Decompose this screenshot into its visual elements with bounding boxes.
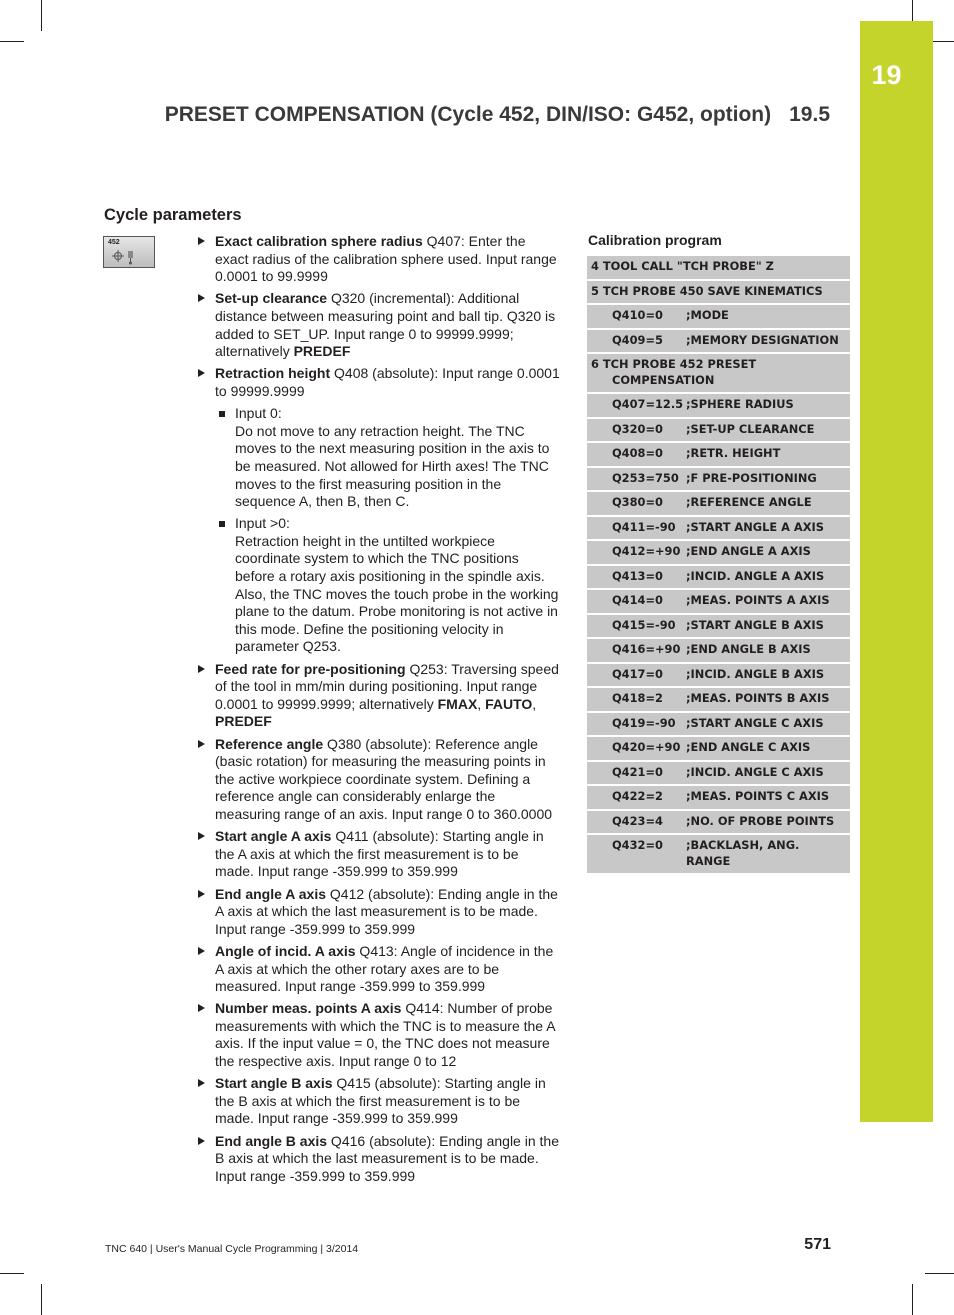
program-row: Q423=4 ;NO. OF PROBE POINTS	[587, 811, 850, 836]
param-keyword: PREDEF	[293, 343, 351, 360]
program-row: Q420=+90 ;END ANGLE C AXIS	[587, 737, 850, 762]
program-row: Q414=0 ;MEAS. POINTS A AXIS	[587, 590, 850, 615]
param-keyword: FMAX	[437, 695, 478, 712]
program-row: Q409=5 ;MEMORY DESIGNATION	[587, 330, 850, 355]
calibration-program-table	[587, 256, 850, 875]
crop-mark	[925, 1273, 954, 1274]
program-row: Q412=+90 ;END ANGLE A AXIS	[587, 541, 850, 566]
program-row: Q411=-90 ;START ANGLE A AXIS	[587, 517, 850, 542]
param-name: Start angle B axis	[215, 1075, 333, 1092]
program-row: Q253=750 ;F PRE-POSITIONING	[587, 468, 850, 493]
param-item	[193, 365, 561, 400]
param-subitem	[193, 405, 561, 511]
program-row: Q407=12.5 ;SPHERE RADIUS	[587, 394, 850, 419]
param-item	[193, 290, 561, 360]
param-name: End angle A axis	[215, 885, 326, 902]
crop-mark	[0, 41, 24, 42]
crop-mark	[933, 41, 954, 42]
probe-icon	[112, 249, 142, 265]
calibration-title: Calibration program	[588, 232, 722, 248]
param-name: Retraction height	[215, 365, 331, 382]
param-item	[193, 943, 561, 996]
param-item	[193, 233, 561, 286]
cycle-452-icon	[103, 236, 155, 268]
chapter-number: 19	[871, 60, 902, 90]
crop-mark	[41, 1284, 42, 1315]
param-text: Q413: Angle of incidence in the A axis at which the other rotary axes are to be measured. Input range -359.999 to 359.999	[215, 942, 554, 995]
param-item	[193, 828, 561, 881]
program-row: 6 TCH PROBE 452 PRESET COMPENSATION	[587, 354, 850, 394]
program-row: 4 TOOL CALL "TCH PROBE" Z	[587, 256, 850, 281]
parameter-list	[193, 233, 561, 1190]
param-text: Q320 (incremental): Additional distance between measuring point and ball tip. Q320 is added to SET_UP. Input range 0 to 99999.9999; alternatively	[215, 290, 556, 360]
param-item	[193, 886, 561, 939]
header-title: PRESET COMPENSATION (Cycle 452, DIN/ISO: G452, option)	[164, 103, 772, 126]
program-row: Q415=-90 ;START ANGLE B AXIS	[587, 615, 850, 640]
crop-mark	[912, 0, 913, 21]
program-row: Q422=2 ;MEAS. POINTS C AXIS	[587, 786, 850, 811]
param-text: Q412 (absolute): Ending angle in the A axis at which the last measurement is to be made. Input range -359.999 to 359.999	[215, 885, 558, 937]
param-text: Q416 (absolute): Ending angle in the B axis at which the last measurement is to be made. Input range -359.999 to 359.999	[215, 1132, 559, 1184]
header-section: 19.5	[789, 103, 830, 126]
param-name: Start angle A axis	[215, 828, 332, 845]
param-item	[193, 1075, 561, 1128]
param-text: Q414: Number of probe measurements with which the TNC is to measure the A axis. If the input value = 0, the TNC does not measure the respective axis. Input range 0 to 12	[215, 1000, 555, 1070]
param-item	[193, 1133, 561, 1186]
param-keyword: FAUTO	[485, 695, 533, 712]
crop-mark	[912, 1284, 913, 1315]
program-row: Q320=0 ;SET-UP CLEARANCE	[587, 419, 850, 444]
program-row: Q432=0 ;BACKLASH, ANG. RANGE	[587, 835, 850, 875]
subitem-text: Retraction height in the untilted workpiece coordinate system to which the TNC positions before a rotary axis positioning in the spindle axis. Also, the TNC moves the touch probe in the working plane to the datum. Probe monitoring is not active in this mode. Define the positioning velocity in parameter Q253.	[235, 532, 559, 655]
param-name: Number meas. points A axis	[215, 1000, 402, 1017]
param-text: Q407: Enter the exact radius of the calibration sphere used. Input range 0.0001 to 99.9999	[215, 233, 557, 285]
param-item	[193, 736, 561, 824]
program-row: Q408=0 ;RETR. HEIGHT	[587, 443, 850, 468]
program-row: Q421=0 ;INCID. ANGLE C AXIS	[587, 762, 850, 787]
program-row: Q380=0 ;REFERENCE ANGLE	[587, 492, 850, 517]
crop-mark	[0, 1273, 24, 1274]
subitem-heading: Input 0:	[235, 405, 282, 422]
param-name: Reference angle	[215, 735, 324, 752]
program-row: 5 TCH PROBE 450 SAVE KINEMATICS	[587, 281, 850, 306]
program-row: Q416=+90 ;END ANGLE B AXIS	[587, 639, 850, 664]
page-number: 571	[804, 1236, 831, 1253]
program-row: Q419=-90 ;START ANGLE C AXIS	[587, 713, 850, 738]
param-name: Angle of incid. A axis	[215, 942, 356, 959]
param-name: Feed rate for pre-positioning	[215, 660, 406, 677]
program-row: Q413=0 ;INCID. ANGLE A AXIS	[587, 566, 850, 591]
program-row: Q418=2 ;MEAS. POINTS B AXIS	[587, 688, 850, 713]
program-row: Q417=0 ;INCID. ANGLE B AXIS	[587, 664, 850, 689]
page-header	[100, 103, 830, 127]
chapter-tab	[860, 21, 933, 1122]
param-text: Q415 (absolute): Starting angle in the B axis at which the first measurement is to be made. Input range -359.999 to 359.999	[215, 1075, 546, 1127]
subitem-text: Do not move to any retraction height. The TNC moves to the next measuring position in the axis to be measured. Not allowed for Hirth axes! The TNC moves to the first measuring position in the sequence A, then B, then C.	[235, 422, 550, 510]
param-keyword: PREDEF	[215, 713, 272, 730]
section-title: Cycle parameters	[104, 206, 242, 224]
cycle-icon-label: 452	[108, 239, 120, 246]
param-text: Q408 (absolute): Input range 0.0001 to 99999.9999	[215, 365, 560, 399]
param-item	[193, 1000, 561, 1070]
param-subitem	[193, 515, 561, 656]
crop-mark	[41, 0, 42, 31]
footer-text: TNC 640 | User's Manual Cycle Programming | 3/2014	[105, 1243, 359, 1255]
subitem-heading: Input >0:	[235, 515, 290, 532]
param-name: Exact calibration sphere radius	[215, 233, 423, 249]
program-row: Q410=0 ;MODE	[587, 305, 850, 330]
param-item: Feed rate for pre-positioning Q253: Traversing speed of the tool in mm/min during positioning. Input range 0.0001 to 99999.9999; alternatively FMAX, FAUTO, PREDEF	[193, 661, 561, 731]
param-text: Q411 (absolute): Starting angle in the A axis at which the first measurement is to be made. Input range -359.999 to 359.999	[215, 828, 544, 880]
param-name: End angle B axis	[215, 1132, 328, 1149]
param-text: Q253: Traversing speed of the tool in mm/min during positioning. Input range 0.0001 to 99999.9999; alternatively	[215, 660, 559, 712]
param-text: Q380 (absolute): Reference angle (basic rotation) for measuring the measuring points in the active workpiece coordinate system. Defining a reference angle can considerably enlarge the measuring range of an axis. Input range 0 to 360.0000	[215, 735, 553, 822]
param-name: Set-up clearance	[215, 290, 328, 307]
